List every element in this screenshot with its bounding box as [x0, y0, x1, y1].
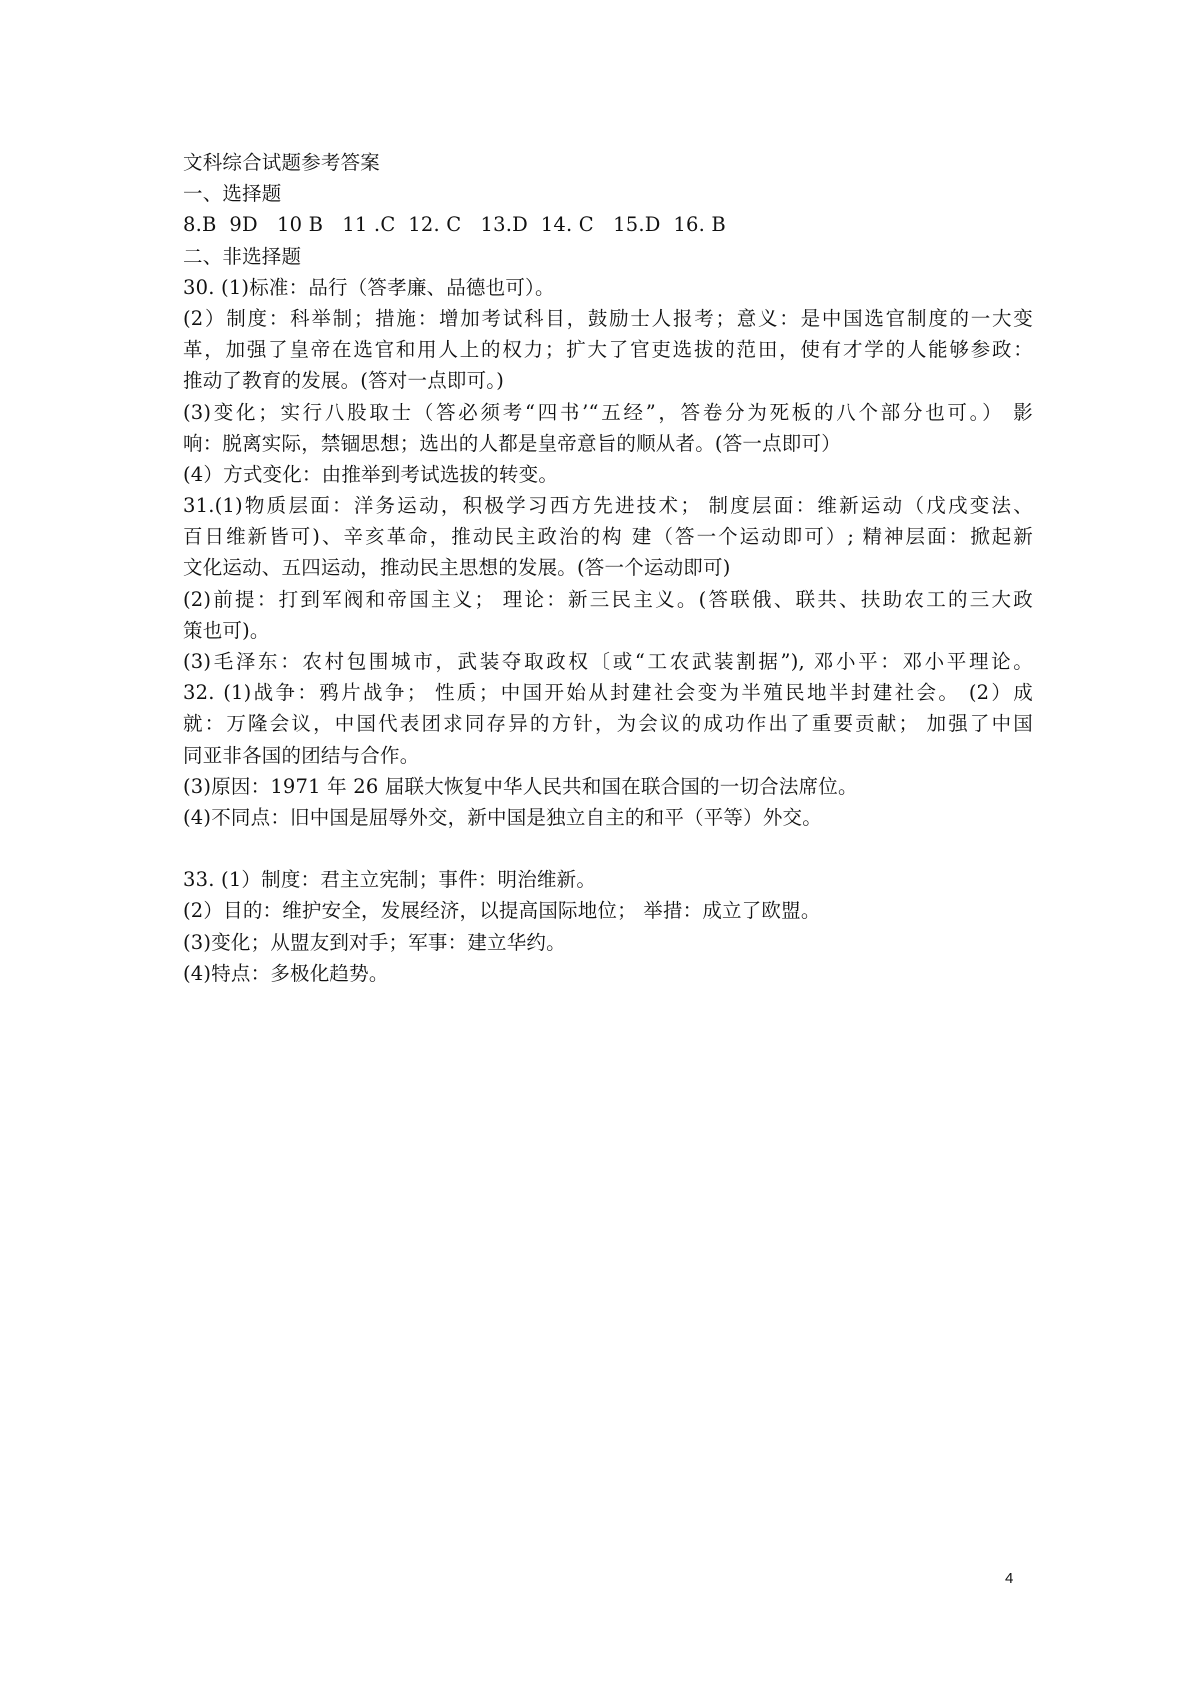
section-heading-nonchoice: 二、非选择题	[183, 244, 302, 268]
choice-answers: 8.B 9D 10 B 11 .C 12. C 13.D 14. C 15.D 16. B	[183, 213, 726, 237]
q30-line: (4）方式变化：由推举到考试选拔的转变。	[183, 462, 559, 486]
q32-line: 32. (1)战争：鸦片战争； 性质；中国开始从封建社会变为半殖民地半封建社会。 (2）成	[183, 681, 1033, 705]
question-31	[183, 490, 1033, 677]
q30-line: 推动了教育的发展。(答对一点即可。)	[183, 369, 505, 393]
q31-line: (3)毛泽东：农村包围城市，武装夺取政权〔或“工农武装割据”), 邓小平：邓小平理论。	[183, 650, 1033, 673]
q30-line: 响：脱离实际，禁锢思想；选出的人都是皇帝意旨的顺从者。(答一点即可）	[183, 431, 841, 455]
q31-line: 文化运动、五四运动，推动民主思想的发展。(答一个运动即可)	[183, 556, 731, 580]
q30-line: (2）制度：科举制；措施：增加考试科目，鼓励士人报考；意义：是中国选官制度的一大变	[183, 306, 1033, 330]
question-32	[183, 677, 1033, 833]
paragraph-gap	[183, 833, 1033, 864]
q33-line: (3)变化；从盟友到对手；军事：建立华约。	[183, 930, 566, 954]
q33-line: (2）目的：维护安全，发展经济，以提高国际地位； 举措：成立了欧盟。	[183, 899, 821, 923]
q33-line: (4)特点：多极化趋势。	[183, 961, 389, 985]
question-30	[183, 272, 1033, 490]
q32-line: (3)原因：1971 年 26 届联大恢复中华人民共和国在联合国的一切合法席位。	[183, 774, 858, 798]
q30-line: 革，加强了皇帝在选官和用人上的权力；扩大了官吏选拔的范田，使有才学的人能够参政：	[183, 338, 1033, 362]
q33-line: 33. (1）制度：君主立宪制；事件：明治维新。	[183, 868, 597, 892]
q32-line: 同亚非各国的团结与合作。	[183, 743, 420, 767]
page-number: 4	[1005, 1570, 1014, 1587]
q30-line: (3)变化；实行八股取士（答必须考“四书’“五经”，答卷分为死板的八个部分也可。） 影	[183, 400, 1033, 424]
q31-line: 31.(1)物质层面：洋务运动，积极学习西方先进技术； 制度层面：维新运动（戊戌变法、	[183, 494, 1033, 518]
question-33	[183, 864, 1033, 989]
q32-line: 就：万隆会议，中国代表团求同存异的方针，为会议的成功作出了重要贡献； 加强了中国	[183, 712, 1033, 736]
document-title: 文科综合试题参考答案	[183, 151, 381, 174]
q30-line: 30. (1)标准：品行（答孝廉、品德也可）。	[183, 275, 555, 299]
section-heading-choice: 一、选择题	[183, 182, 282, 206]
q32-line: (4)不同点：旧中国是屈辱外交，新中国是独立自主的和平（平等）外交。	[183, 805, 822, 829]
q31-line: 百日维新皆可)、辛亥革命，推动民主政治的构 建（答一个运动即可）; 精神层面：掀起新	[183, 525, 1033, 549]
q31-line: (2)前提：打到军阀和帝国主义； 理论：新三民主义。(答联俄、联共、扶助农工的三大政	[183, 587, 1033, 611]
q31-line: 策也可)。	[183, 618, 270, 642]
answer-key-body	[183, 147, 1033, 989]
